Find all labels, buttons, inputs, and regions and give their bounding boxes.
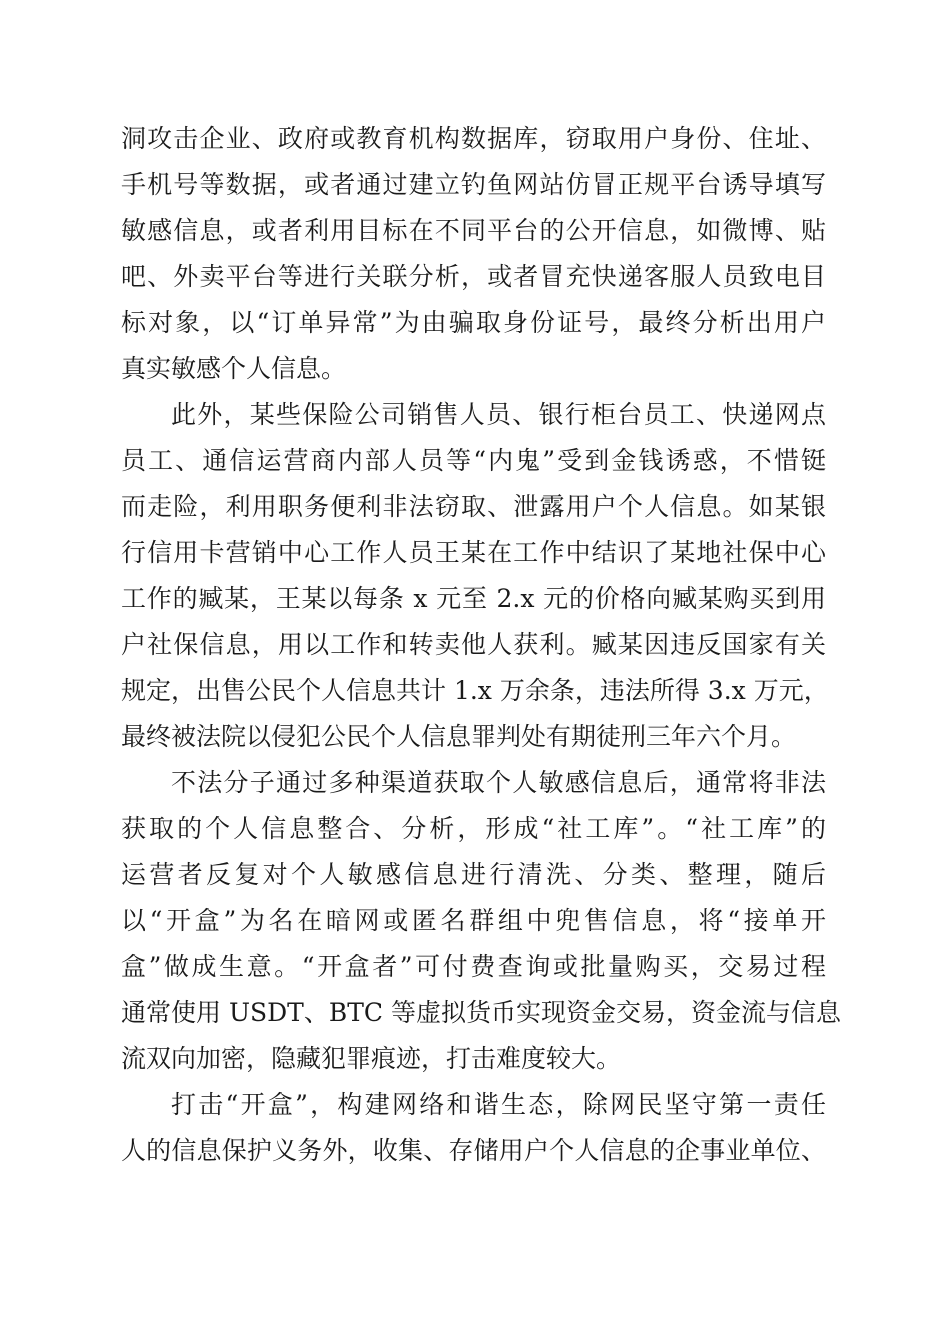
text-line: 人的信息保护义务外，收集、存储用户个人信息的企事业单位、 (121, 1136, 826, 1165)
text-line: 不法分子通过多种渠道获取个人敏感信息后，通常将非法 (171, 768, 826, 797)
text-line: 标对象，以“订单异常”为由骗取身份证号，最终分析出用户 (121, 308, 826, 337)
text-line: 敏感信息，或者利用目标在不同平台的公开信息，如微博、贴 (121, 216, 826, 245)
text-line: 规定，出售公民个人信息共计 1.x 万余条，违法所得 3.x 万元， (121, 676, 829, 705)
paragraph-countermeasures (121, 1082, 826, 1174)
text-line: 而走险，利用职务便利非法窃取、泄露用户个人信息。如某银 (121, 492, 826, 521)
text-line: 手机号等数据，或者通过建立钓鱼网站仿冒正规平台诱导填写 (121, 170, 826, 199)
text-line: 洞攻击企业、政府或教育机构数据库，窃取用户身份、住址、 (121, 124, 826, 153)
text-line: 通常使用 USDT、BTC 等虚拟货币实现资金交易，资金流与信息 (121, 998, 841, 1027)
text-line: 工作的臧某，王某以每条 x 元至 2.x 元的价格向臧某购买到用 (121, 584, 826, 613)
text-line: 打击“开盒”，构建网络和谐生态，除网民坚守第一责任 (171, 1090, 826, 1119)
text-line: 员工、通信运营商内部人员等“内鬼”受到金钱诱惑，不惜铤 (121, 446, 826, 475)
text-line: 吧、外卖平台等进行关联分析，或者冒充快递客服人员致电目 (121, 262, 826, 291)
text-line: 户社保信息，用以工作和转卖他人获利。臧某因违反国家有关 (121, 630, 826, 659)
text-line: 此外，某些保险公司销售人员、银行柜台员工、快递网点 (171, 400, 826, 429)
text-line: 运营者反复对个人敏感信息进行清洗、分类、整理，随后 (121, 860, 826, 889)
paragraph-attack-methods (121, 116, 826, 392)
paragraph-insiders (121, 392, 829, 760)
text-line: 真实敏感个人信息。 (121, 354, 347, 383)
paragraph-social-engineering-database (121, 760, 841, 1082)
text-line: 最终被法院以侵犯公民个人信息罪判处有期徒刑三年六个月。 (121, 722, 797, 751)
text-line: 获取的个人信息整合、分析，形成“社工库”。“社工库”的 (121, 814, 826, 843)
text-line: 以“开盒”为名在暗网或匿名群组中兜售信息，将“接单开 (121, 906, 826, 935)
text-line: 盒”做成生意。“开盒者”可付费查询或批量购买，交易过程 (121, 952, 826, 981)
document-body (121, 116, 841, 1174)
text-line: 流双向加密，隐藏犯罪痕迹，打击难度较大。 (121, 1044, 622, 1073)
text-line: 行信用卡营销中心工作人员王某在工作中结识了某地社保中心 (121, 538, 826, 567)
